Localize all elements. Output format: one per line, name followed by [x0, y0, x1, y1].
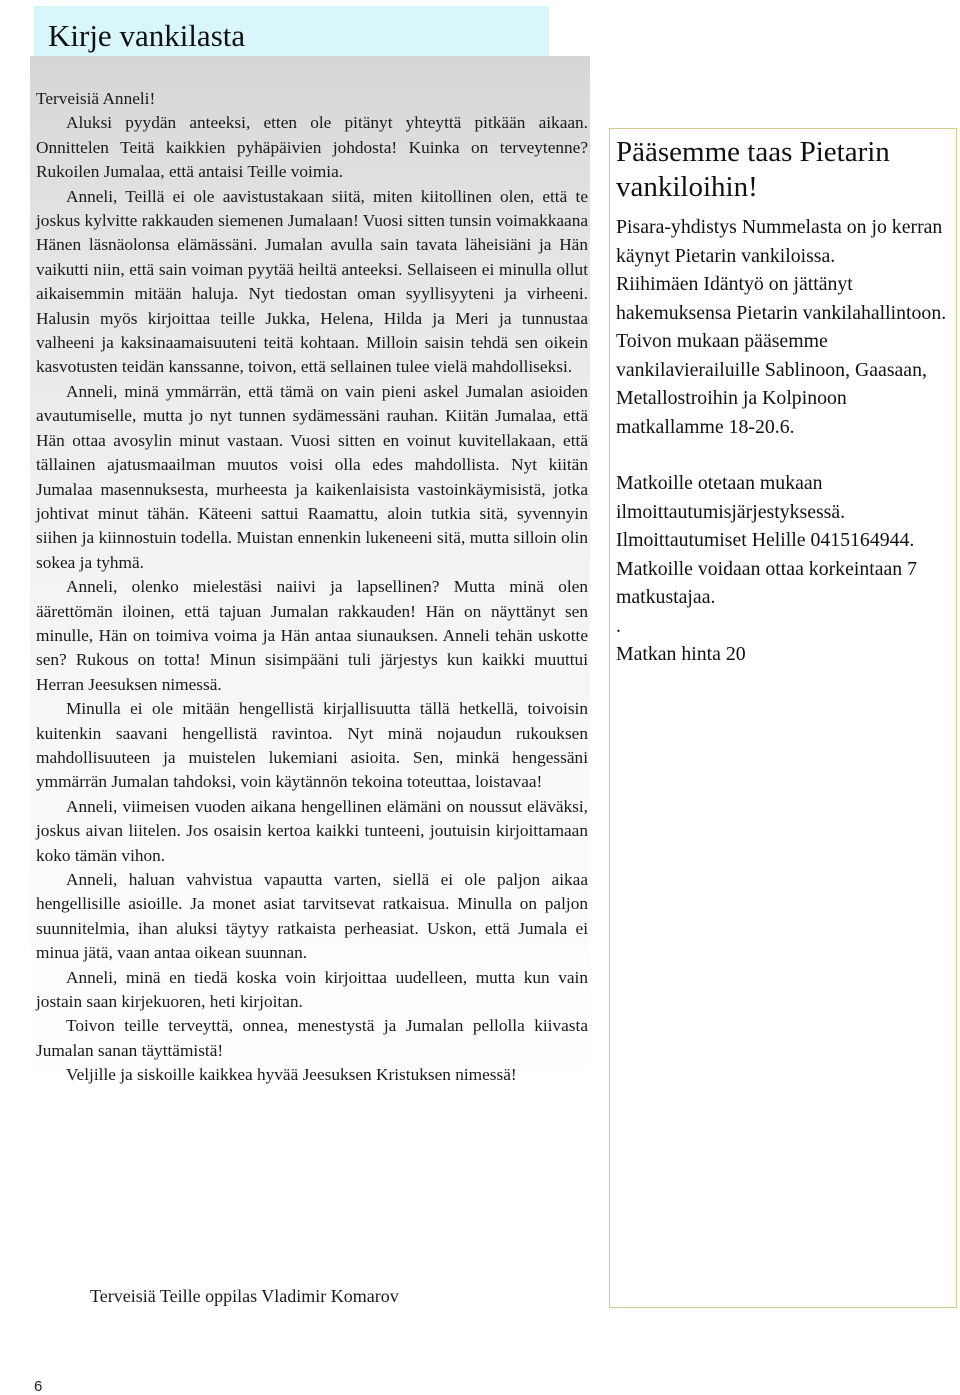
announcement-heading: Pääsemme taas Pietarin vankiloihin! [616, 136, 890, 203]
letter-greeting: Terveisiä Anneli! [36, 89, 156, 108]
letter-paragraph: Anneli, minä ymmärrän, että tämä on vain pieni askel Jumalan asioiden avautumiselle, mutta jo nyt tunnen sydämessäni rauhan. Kiitän Jumalaa, että Hän ottaa avosylin minut vastaan. Vuosi sitten en voinut kuvitellakaan, että tällainen ajatusmaailman muutos voisi olla edes mahdollista. Nyt kiitän Jumalaa masennuksesta, murheesta ja kaikenlaisista vastoinkäymisistä, jotka johtivat minut tähän. Käteeni sattui Raamattu, aloin tutkia sitä, syvennyin siihen ja kiinnostuin todella. Muistan ennenkin lukeneeni sitä, mutta silloin olin sokea ja tyhmä. [36, 381, 588, 572]
letter-paragraph: Minulla ei ole mitään hengellistä kirjallisuutta tällä hetkellä, toivoisin kuitenkin saavani hengellistä ravintoa. Nyt minä nojaudun rukouksen mahdollisuuteen ja muistelen lukemiani asioita. Sen, minkä hengessäni ymmärrän Jumalan tahdoksi, voin käytännön tekoina toteuttaa, loistavaa! [36, 699, 588, 792]
announcement-content [616, 135, 950, 669]
page-number: 6 [34, 1378, 43, 1395]
letter-paragraph: Anneli, haluan vahvistua vapautta varten, siellä ei ole paljon aikaa hengellisille asioille. Ja monet asiat tarvitsevat ratkaisua. Minulla on paljon suunnitelmia, ihan aluksi täytyy ratkaista perheasiat. Uskon, että Jumala ei minua jätä, vaan antaa oikean suunnan. [36, 870, 588, 963]
letter-paragraph: Anneli, minä en tiedä koska voin kirjoittaa uudelleen, mutta kun vain jostain saan kirjekuoren, heti kirjoitan. [36, 967, 588, 1012]
letter-paragraph: Anneli, viimeisen vuoden aikana hengellinen elämäni on noussut eläväksi, joskus aivan liitelen. Jos osaisin kertoa kaikki tunteeni, joutuisin kirjoittamaan koko tämän vihon. [36, 796, 588, 865]
announcement-paragraph: Matkan hinta 20 [616, 643, 746, 665]
letter-paragraph: Anneli, olenko mielestäsi naiivi ja lapsellinen? Mutta minä olen äärettömän iloinen, että tajuan Jumalan rakkauden! Hän on näyttänyt sen minulle, Hän on toimiva voima ja Hän antaa siunauksen. Anneli tehän uskotte sen? Rukous on totta! Minun sisimpääni tuli järjestys kun kaikki muuttui Herran Jeesuksen nimessä. [36, 577, 588, 694]
announcement-paragraph: Pisara-yhdistys Nummelasta on jo kerran käynyt Pietarin vankiloissa. [616, 216, 943, 267]
announcement-paragraph: . [616, 614, 621, 637]
letter-paragraph: Anneli, Teillä ei ole aavistustakaan siitä, miten kiitollinen olen, että te joskus kylvitte rakkauden siemenen Jumalaan! Vuosi sitten tunsin voimakkaana Hänen läsnäolonsa elämässäni. Jumalan avulla sain tavata läheisiäni ja Hän vaikutti niin, että sain voiman pyytää heiltä anteeksi. Sellaiseen ei minulla ollut aikaisemmin mitään haluja. Nyt tiedostan oman syyllisyyteni ja virheeni. Halusin myös kirjoittaa teille Jukka, Helena, Hilda ja Meri ja tunnustaa valheeni ja kaksinaamaisuuteni teitä kohtaan. Milloin saisin tehdä sen oikein kasvotusten teidän kanssanne, toivon, että sellainen tulee vielä mahdolliseksi. [36, 186, 588, 377]
letter-closing: Veljille ja siskoille kaikkea hyvää Jeesuksen Kristuksen nimessä! [66, 1065, 517, 1085]
announcement-paragraph: Toivon mukaan pääsemme vankilavierailuille Sablinoon, Gaasaan, Metallostroihin ja Kolpinoon matkallamme 18-20.6. [616, 330, 927, 438]
announcement-paragraph: Riihimäen Idäntyö on jättänyt hakemuksensa Pietarin vankilahallintoon. [616, 273, 947, 324]
page-title: Kirje vankilasta [48, 18, 246, 53]
announcement-paragraph: Ilmoittautumiset Helille 0415164944. [616, 529, 915, 551]
letter-body [36, 87, 588, 1088]
letter-paragraph: Aluksi pyydän anteeksi, etten ole pitänyt yhteyttä pitkään aikaan. Onnittelen Teitä kaikkien pyhäpäivien johdosta! Kuinka on terveytenne? Rukoilen Jumalaa, että antaisi Teille voimia. [36, 113, 588, 182]
letter-signature: Terveisiä Teille oppilas Vladimir Komarov [90, 1286, 399, 1306]
letter-paragraph: Toivon teille terveyttä, onnea, menestystä ja Jumalan pellolla kiivasta Jumalan sanan täyttämistä! [36, 1016, 588, 1060]
announcement-box [609, 128, 957, 1308]
announcement-paragraph: Matkoille otetaan mukaan ilmoittautumisjärjestyksessä. [616, 472, 846, 523]
announcement-paragraph: Matkoille voidaan ottaa korkeintaan 7 matkustajaa. [616, 557, 918, 608]
